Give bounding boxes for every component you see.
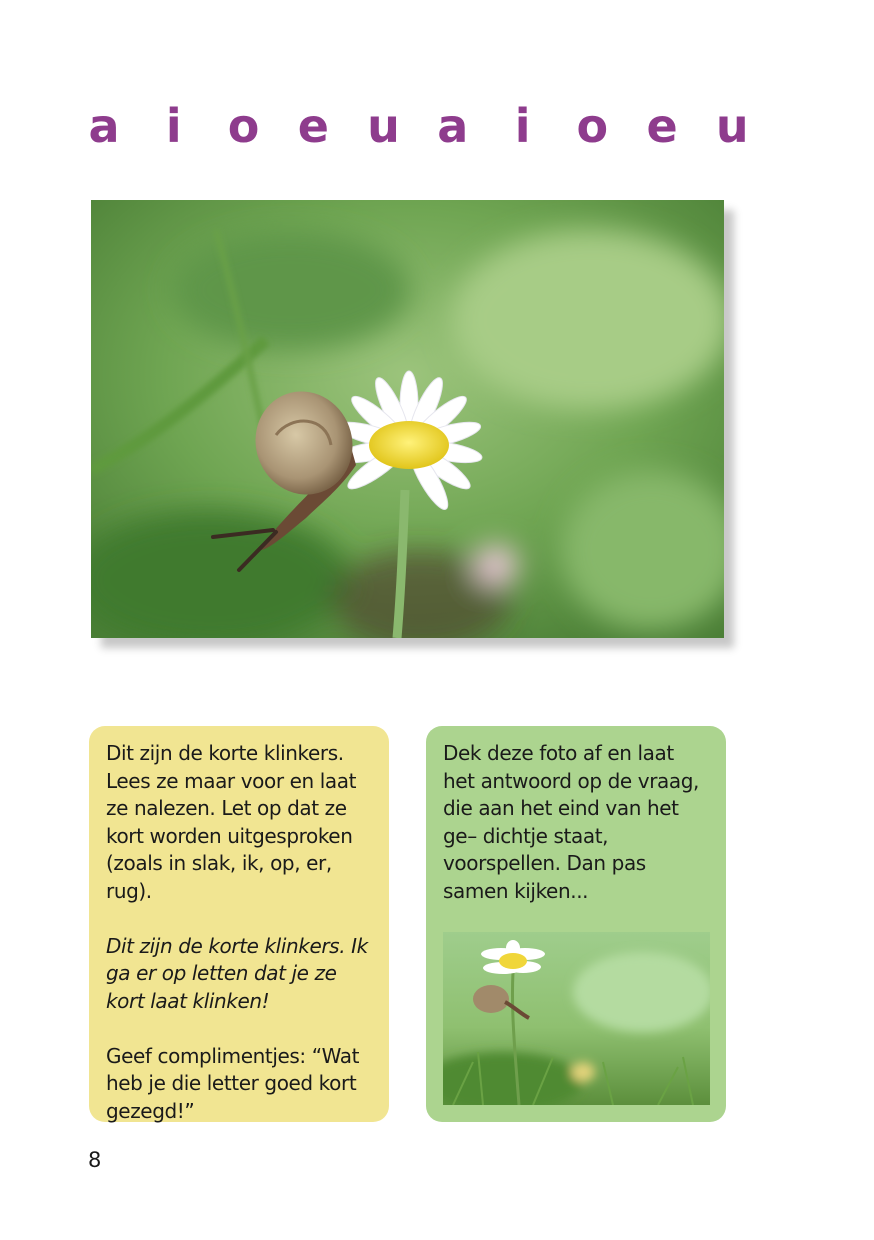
thumbnail-photo (443, 932, 710, 1105)
vowel-letter: e (646, 99, 678, 153)
compliment-text: Geef complimentjes: “Wat heb je die letter goed kort gezegd!” (106, 1043, 360, 1123)
child-phrase-text: Dit zijn de korte klinkers. Ik ga er op letten dat je ze kort laat klinken! (106, 933, 368, 1013)
main-photo (91, 200, 724, 638)
snail-stem-image (443, 932, 710, 1105)
vowel-letter: a (437, 99, 469, 153)
vowel-letter: u (367, 99, 400, 153)
vowel-letter: i (514, 99, 531, 153)
vowel-letter: a (88, 99, 120, 153)
snail-daisy-image (91, 200, 724, 638)
page-number: 8 (88, 1148, 102, 1172)
vowel-letter: u (715, 99, 749, 153)
vowel-letter: i (165, 99, 182, 153)
vowel-letter: e (297, 99, 329, 153)
vowel-letter: o (227, 99, 260, 153)
teacher-note-card (89, 726, 389, 1122)
vowel-letter: o (576, 99, 609, 153)
instruction-text: Dit zijn de korte klinkers. Lees ze maar voor en laat ze nalezen. Let op dat ze kort worden uitgesproken (zoals in slak, ik, op, er, rug). (106, 741, 357, 903)
vowel-row (88, 98, 748, 154)
prediction-text: Dek deze foto af en laat het antwoord op de vraag, die aan het eind van het ge– dichtje staat, voorspellen. Dan pas samen kijken... (443, 741, 699, 903)
prediction-card (426, 726, 726, 1122)
